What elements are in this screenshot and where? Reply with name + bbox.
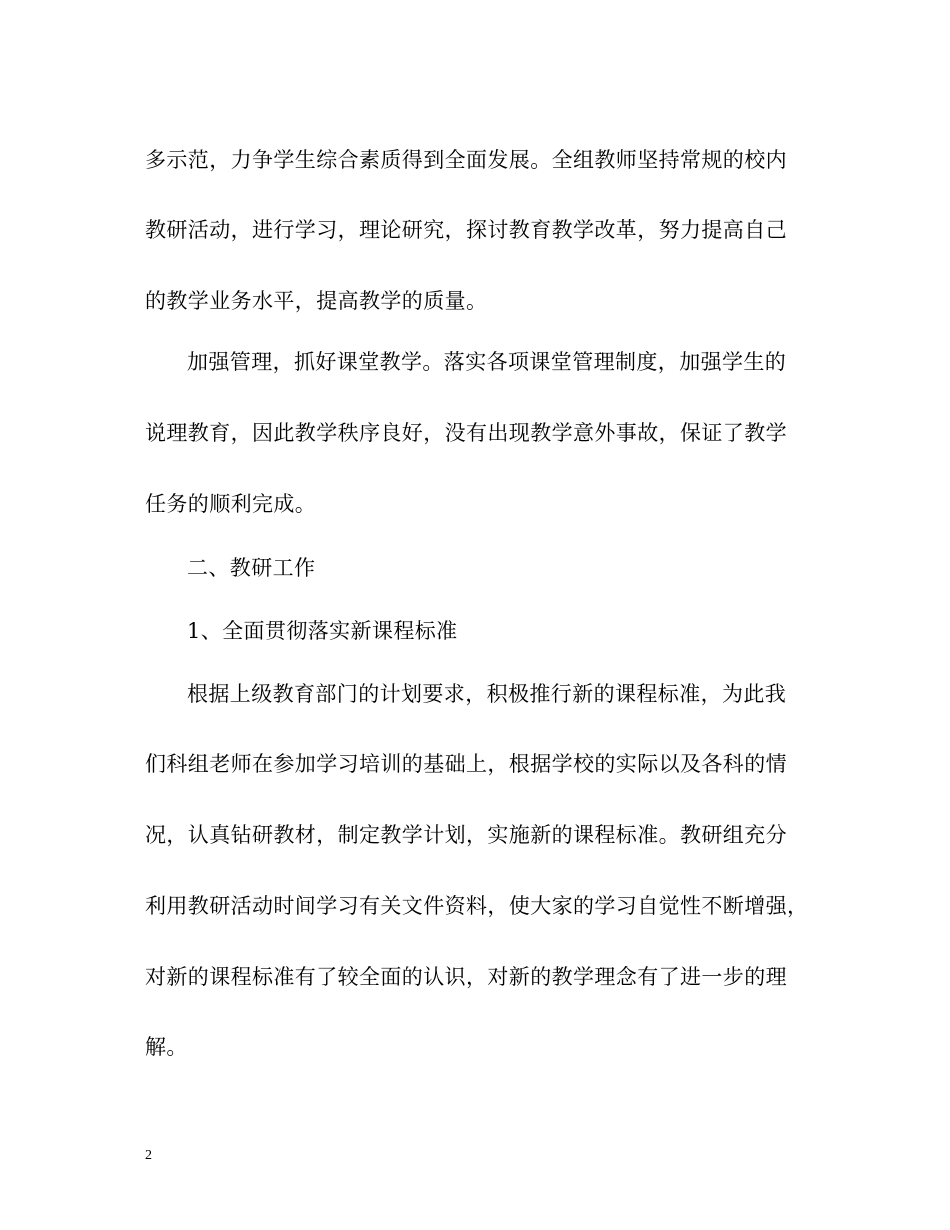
paragraph-start-line: 加强管理，抓好课堂教学。落实各项课堂管理制度，加强学生的: [187, 350, 787, 374]
text-line: 对新的课程标准有了较全面的认识，对新的教学理念有了进一步的理: [145, 965, 787, 989]
text-line: 利用教研活动时间学习有关文件资料，使大家的学习自觉性不断增强，: [145, 894, 809, 918]
section-heading: 二、教研工作: [187, 556, 316, 580]
text-line: 们科组老师在参加学习培训的基础上，根据学校的实际以及各科的情: [145, 752, 787, 776]
text-line: 任务的顺利完成。: [145, 492, 317, 516]
subsection-heading: 1、全面贯彻落实新课程标准: [187, 619, 458, 643]
text-line: 解。: [145, 1035, 188, 1059]
text-line: 教研活动，进行学习，理论研究，探讨教育教学改革，努力提高自己: [145, 218, 787, 242]
text-line: 的教学业务水平，提高教学的质量。: [145, 289, 488, 313]
text-line: 多示范，力争学生综合素质得到全面发展。全组教师坚持常规的校内: [145, 148, 787, 172]
text-line: 况，认真钻研教材，制定教学计划，实施新的课程标准。教研组充分: [145, 823, 787, 847]
text-line: 说理教育，因此教学秩序良好，没有出现教学意外事故，保证了教学: [145, 421, 787, 445]
page-number: 2: [145, 1148, 152, 1163]
paragraph-start-line: 根据上级教育部门的计划要求，积极推行新的课程标准，为此我: [187, 682, 787, 706]
